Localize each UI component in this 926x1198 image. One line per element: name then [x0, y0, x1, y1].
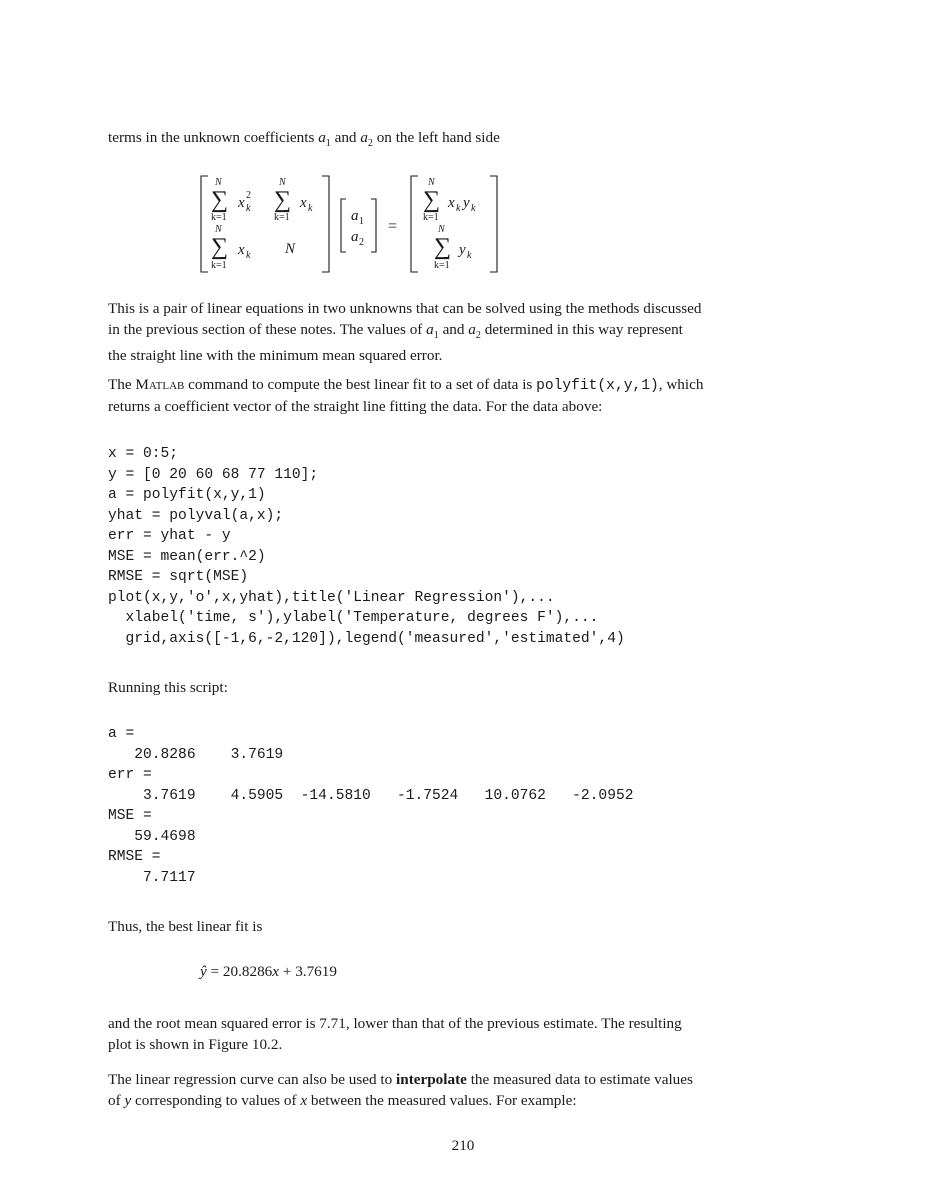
para1-var-a1: a — [426, 320, 434, 338]
code-line: y = [0 20 60 68 77 110]; — [108, 466, 319, 483]
intro-text-1: terms in the unknown coefficients — [108, 129, 319, 146]
sum-upper-r1: N — [428, 177, 435, 188]
sum-symbol-r2: ∑ — [434, 234, 452, 260]
fit-eq-x: x — [272, 963, 280, 980]
best-fit-text — [108, 917, 820, 938]
right-vector-bracket-close — [490, 176, 497, 272]
output-line: 3.7619 4.5905 -14.5810 -1.7524 10.0762 -2.0952 — [108, 787, 634, 804]
paragraph-polyfit — [108, 375, 820, 417]
output-line: MSE = — [108, 808, 152, 824]
fit-eq-intercept: + 3.7619 — [279, 963, 337, 980]
intro-paragraph — [108, 128, 820, 155]
para1-var-a2: a — [468, 320, 476, 338]
para4-line2-c: between the measured values. For example: — [307, 1091, 577, 1109]
x-r1: x — [448, 195, 455, 211]
para4-line1-a: The linear regression curve can also be used to — [108, 1071, 397, 1088]
para3-line2: plot is shown in Figure 10.2. — [108, 1035, 283, 1053]
paragraph-rmse — [108, 1014, 820, 1055]
output-line: 59.4698 — [108, 828, 196, 845]
output-line: 7.7117 — [108, 869, 196, 886]
sum-upper-11: N — [215, 177, 222, 188]
para1-line2-a: in the previous section of these notes. The values of — [108, 320, 427, 338]
sub-2: 2 — [367, 138, 373, 150]
code-block — [108, 444, 625, 649]
sum-lower-12: k=1 — [274, 212, 290, 223]
x-11: x — [238, 195, 245, 211]
left-matrix-bracket-close — [322, 176, 329, 272]
sub-k-12: k — [308, 203, 313, 214]
intro-text-3: on the left hand side — [372, 129, 500, 146]
code-line: a = polyfit(x,y,1) — [108, 487, 266, 503]
sum-symbol-11: ∑ — [211, 187, 229, 213]
x-21: x — [238, 242, 245, 258]
sum-upper-r2: N — [438, 224, 445, 235]
running-text — [108, 678, 820, 699]
vector-a-bracket-open — [341, 199, 346, 252]
sum-symbol-12: ∑ — [274, 187, 292, 213]
var-a1: a — [318, 129, 326, 146]
sum-symbol-21: ∑ — [211, 234, 229, 260]
code-line: MSE = mean(err.^2) — [108, 548, 266, 565]
code-line: RMSE = sqrt(MSE) — [108, 569, 249, 585]
para1-line2 — [108, 320, 820, 347]
para1-sub-1: 1 — [433, 329, 439, 341]
para2-line1-b: command to compute the best linear fit to a set of data is — [184, 376, 537, 393]
equals-sign: = — [388, 218, 398, 235]
para4-line1 — [108, 1070, 820, 1091]
sup-2-11: 2 — [246, 190, 251, 201]
yhat-symbol: ŷ — [200, 963, 207, 980]
sub-k-21: k — [246, 250, 251, 261]
sum-symbol-r1: ∑ — [423, 187, 441, 213]
para2-line1-a: The — [108, 376, 136, 393]
inline-code-polyfit: polyfit(x,y,1) — [536, 378, 659, 394]
para1-sub-2: 2 — [475, 329, 481, 341]
para2-line1-c: , which — [658, 376, 704, 393]
output-line: 20.8286 3.7619 — [108, 746, 284, 763]
running-line: Running this script: — [108, 679, 228, 696]
code-line: yhat = polyval(a,x); — [108, 507, 284, 524]
sub-k-r1-y: k — [471, 203, 476, 214]
para1-line3: the straight line with the minimum mean squared error. — [108, 347, 443, 365]
left-matrix-bracket-open — [201, 176, 208, 272]
intro-text-2: and — [330, 129, 361, 146]
paragraph-interpolate — [108, 1070, 820, 1111]
output-line: a = — [108, 726, 135, 742]
matlab-name: Matlab — [135, 376, 185, 393]
code-line: xlabel('time, s'),ylabel('Temperature, degrees F'),... — [108, 610, 599, 626]
code-line: err = yhat - y — [108, 528, 231, 544]
sum-upper-12: N — [279, 177, 286, 188]
best-fit-line: Thus, the best linear fit is — [108, 918, 263, 935]
para3-line1: and the root mean squared error is 7.71, lower than that of the previous estimate. The resulting — [108, 1015, 682, 1032]
code-line: plot(x,y,'o',x,yhat),title('Linear Regression'),... — [108, 589, 555, 606]
sum-upper-21: N — [215, 224, 222, 235]
sub-k-11: k — [246, 203, 251, 214]
para1-line1: This is a pair of linear equations in two unknowns that can be solved using the methods discussed — [108, 300, 702, 317]
para1-line2-end: determined in this way represent — [480, 320, 683, 338]
bold-interpolate: interpolate — [396, 1071, 467, 1088]
sum-lower-21: k=1 — [211, 260, 227, 271]
fit-equation — [200, 963, 337, 981]
para4-line2-a: of — [108, 1091, 125, 1109]
sum-lower-r1: k=1 — [423, 212, 439, 223]
vec-a2: a — [351, 229, 359, 245]
para4-var-y: y — [124, 1091, 132, 1109]
right-vector-bracket-open — [411, 176, 418, 272]
vec-a2-sub: 2 — [359, 237, 364, 248]
para4-var-x: x — [300, 1091, 308, 1109]
x-12: x — [300, 195, 307, 211]
sub-k-r1-x: k — [456, 203, 461, 214]
sub-1: 1 — [325, 138, 331, 150]
output-line: RMSE = — [108, 849, 161, 865]
para4-line1-b: the measured data to estimate values — [466, 1071, 693, 1088]
para2-line2: returns a coefficient vector of the straight line fitting the data. For the data above: — [108, 397, 603, 415]
vec-a1: a — [351, 208, 359, 224]
output-line: err = — [108, 767, 152, 783]
intro-line — [108, 128, 820, 155]
paragraph-linear-equations — [108, 299, 820, 367]
y-r1: y — [463, 195, 470, 211]
para4-line2-b: corresponding to values of — [131, 1091, 301, 1109]
para4-line2 — [108, 1091, 820, 1112]
y-r2: y — [459, 242, 466, 258]
output-block — [108, 724, 633, 888]
var-a2: a — [360, 129, 368, 146]
para1-line2-mid: and — [438, 320, 469, 338]
page-number: 210 — [451, 1137, 475, 1154]
code-line: grid,axis([-1,6,-2,120]),legend('measured','estimated',4) — [108, 630, 625, 647]
vec-a1-sub: 1 — [359, 216, 364, 227]
vector-a-bracket-close — [371, 199, 376, 252]
sum-lower-11: k=1 — [211, 212, 227, 223]
N-22: N — [285, 241, 296, 257]
para2-line1 — [108, 375, 820, 397]
sub-k-r2: k — [467, 250, 472, 261]
sum-lower-r2: k=1 — [434, 260, 450, 271]
fit-eq-coef: = 20.8286 — [206, 963, 273, 980]
code-line: x = 0:5; — [108, 446, 179, 462]
